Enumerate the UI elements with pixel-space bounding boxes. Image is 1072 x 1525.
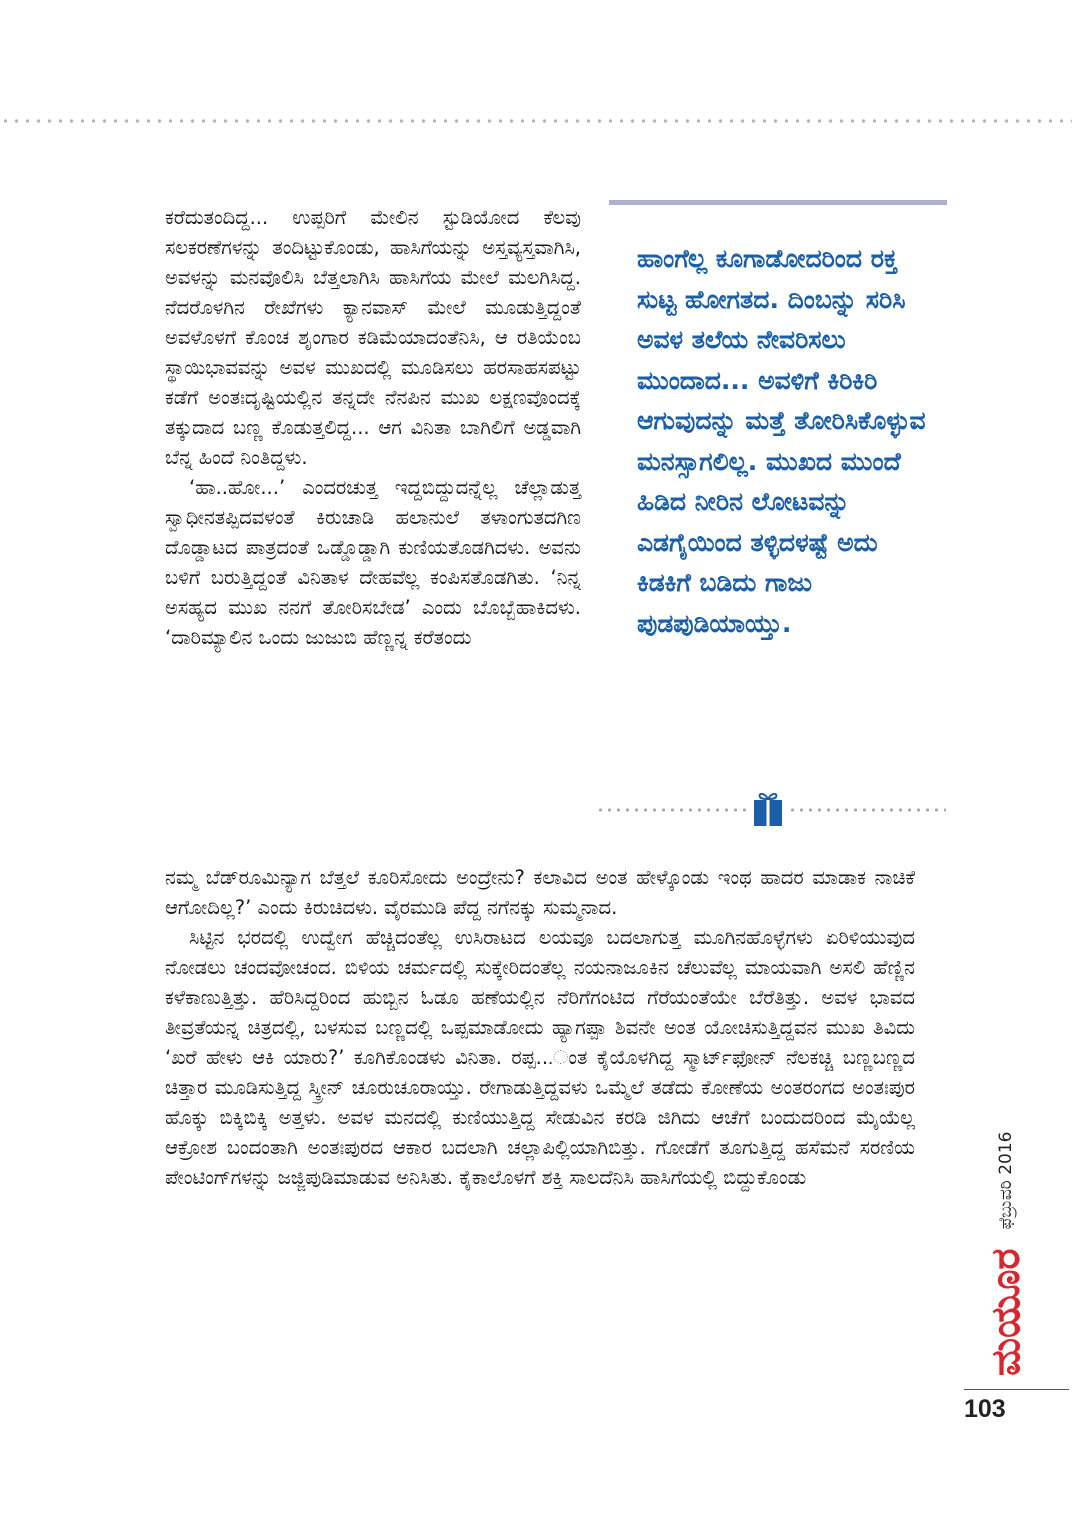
top-dotted-border (0, 118, 1072, 124)
paragraph: ಸಿಟ್ಟಿನ ಭರದಲ್ಲಿ ಉದ್ವೇಗ ಹೆಚ್ಚಿದಂತೆಲ್ಲ ಉಸಿರಾಟದ ಲಯವೂ ಬದಲಾಗುತ್ತ ಮೂಗಿನಹೊಳ್ಳೆಗಳು ಏರಿಳಿಯುವುದ ನೋಡಲು ಚಂದವೋಚಂದ. ಬಿಳಿಯ ಚರ್ಮದಲ್ಲಿ ಸುಕ್ಕೇರಿದಂತೆಲ್ಲ ನಯನಾಜೂಕಿನ ಚೆಲುವೆಲ್ಲ ಮಾಯವಾಗಿ ಅಸಲಿ ಹೆಣ್ಣಿನ ಕಳೆಕಾಣುತ್ತಿತ್ತು. ಹೆರಿಸಿದ್ದರಿಂದ ಹುಬ್ಬಿನ ಓಡೂ ಹಣೆಯಲ್ಲಿನ ನೆರಿಗೆಗಂಟಿದ ಗೆರೆಯಂತೆಯೇ ಬೆರೆತಿತ್ತು. ಅವಳ ಭಾವದ ತೀವ್ರತೆಯನ್ನ ಚಿತ್ರದಲ್ಲಿ, ಬಳಸುವ ಬಣ್ಣದಲ್ಲಿ ಒಪ್ಪಮಾಡೋದು ಹ್ಯಾಗಪ್ಪಾ ಶಿವನೇ ಅಂತ ಯೋಚಿಸುತ್ತಿದ್ದವನ ಮುಖ ತಿವಿದು ‘ಖರೆ ಹೇಳು ಆಕಿ ಯಾರು?’ ಕೂಗಿಕೊಂಡಳು ವಿನಿತಾ. ರಪ್ಪ...ಂತ ಕೈಯೊಳಗಿದ್ದ ಸ್ಮಾರ್ಟ್‌ಫೋನ್ ನೆಲಕಚ್ಚಿ ಬಣ್ಣಬಣ್ಣದ ಚಿತ್ತಾರ ಮೂಡಿಸುತ್ತಿದ್ದ ಸ್ಕ್ರೀನ್ ಚೂರುಚೂರಾಯ್ತು. ರೇಗಾಡುತ್ತಿದ್ದವಳು ಒಮ್ಮೆಲೆ ತಡೆದು ಕೋಣೆಯ ಅಂತರಂಗದ ಅಂತಃಪುರ ಹೊಕ್ಕು ಬಿಕ್ಕಿಬಿಕ್ಕಿ ಅತ್ತಳು. ಅವಳ ಮನದಲ್ಲಿ ಕುಣಿಯುತ್ತಿದ್ದ ಸೇಡುವಿನ ಕರಡಿ ಜಿಗಿದು ಆಚೆಗೆ ಬಂದುದರಿಂದ ಮೈಯೆಲ್ಲ ಆಕ್ರೋಶ ಬಂದಂತಾಗಿ ಅಂತಃಪುರದ ಆಕಾರ ಬದಲಾಗಿ ಚಲ್ಲಾಪಿಲ್ಲಿಯಾಗಿಬಿತ್ತು. ಗೋಡೆಗೆ ತೂಗುತ್ತಿದ್ದ ಹಸೆಮನೆ ಸರಣಿಯ ಪೇಂಟಿಂಗ್‌ಗಳನ್ನು ಜಜ್ಜಿಪುಡಿಮಾಡುವ ಅನಿಸಿತು. ಕೈಕಾಲೊಳಗೆ ಶಕ್ತಿ ಸಾಲದೆನಿಸಿ ಹಾಸಿಗೆಯಲ್ಲಿ ಬಿದ್ದುಕೊಂಡು (165, 926, 915, 1189)
pull-quote-text: ಹಾಂಗೆಲ್ಲ ಕೂಗಾಡೋದರಿಂದ ರಕ್ತ ಸುಟ್ಟ ಹೋಗತದ. ದಿಂಬನ್ನು ಸರಿಸಿ ಅವಳ ತಲೆಯ ನೇವರಿಸಲು ಮುಂದಾದ... ಅವಳಿಗೆ ಕಿರಿಕಿರಿ ಆಗುವುದನ್ನು ಮತ್ತೆ ತೋರಿಸಿಕೊಳ್ಳುವ ಮನಸ್ಸಾಗಲಿಲ್ಲ. ಮುಖದ ಮುಂದೆ ಹಿಡಿದ ನೀರಿನ ಲೋಟವನ್ನು ಎಡಗೈಯಿಂದ ತಳ್ಳಿದಳಷ್ಟೆ ಅದು ಕಿಡಕಿಗೆ ಬಡಿದು ಗಾಜು ಪುಡಪುಡಿಯಾಯ್ತು. (637, 244, 926, 638)
divider-dots-left (596, 807, 748, 813)
page-number-rule (964, 1389, 1069, 1390)
magazine-name: ಮಯೂರ (982, 1248, 1029, 1376)
divider-dots-right (788, 807, 946, 813)
issue-date: ಫೆಬ್ರುವರಿ 2016 (995, 1131, 1016, 1230)
paragraph: ‘ಹಾ..ಹೋ...’ ಎಂದರಚುತ್ತ ಇದ್ದಬಿದ್ದುದನ್ನೆಲ್ಲ ಚೆಲ್ಲಾಡುತ್ತ ಸ್ವಾಧೀನತಪ್ಪಿದವಳಂತೆ ಕಿರುಚಾಡಿ ಹಲಾನುಲೆ ತಳಾಂಗುತದಗಿಣ ದೊಡ್ಡಾಟದ ಪಾತ್ರದಂತೆ ಒಡ್ಡೊಡ್ಡಾಗಿ ಕುಣಿಯತೊಡಗಿದಳು. ಅವನು ಬಳಿಗೆ ಬರುತ್ತಿದ್ದಂತೆ ವಿನಿತಾಳ ದೇಹವೆಲ್ಲ ಕಂಪಿಸತೊಡಗಿತು. ‘ನಿನ್ನ ಅಸಹ್ಯದ ಮುಖ ನನಗೆ ತೋರಿಸಬೇಡ’ ಎಂದು ಬೊಬ್ಬೆಹಾಕಿದಳು. ‘ದಾರಿಮ್ಯಾಲಿನ ಒಂದು ಜುಜುಬಿ ಹೆಣ್ಣನ್ನ ಕರೆತಂದು (165, 476, 581, 649)
pull-quote-rule (609, 200, 947, 205)
page-number: 103 (964, 1395, 1006, 1423)
full-width-text (165, 863, 915, 1193)
pull-quote-box (609, 200, 947, 644)
left-column (165, 203, 581, 653)
paragraph: ನಮ್ಮ ಬೆಡ್‌ರೂಮಿನ್ಯಾಗ ಬೆತ್ತಲೆ ಕೂರಿಸೋದು ಅಂದ್ರೇನು? ಕಲಾವಿದ ಅಂತ ಹೇಳ್ಕೊಂಡು ಇಂಥ ಹಾದರ ಮಾಡಾಕ ನಾಚಿಕೆ ಆಗೋದಿಲ್ಲ?’ ಎಂದು ಕಿರುಚಿದಳು. ವೈರಮುಡಿ ಪೆದ್ದ ನಗೆನಕ್ಕು ಸುಮ್ಮನಾದ. (165, 866, 915, 919)
pull-quote (609, 239, 947, 644)
gift-icon (752, 791, 784, 827)
paragraph: ಕರೆದುತಂದಿದ್ದ... ಉಪ್ಪರಿಗೆ ಮೇಲಿನ ಸ್ಟುಡಿಯೋದ ಕೆಲವು ಸಲಕರಣೆಗಳನ್ನು ತಂದಿಟ್ಟುಕೊಂಡು, ಹಾಸಿಗೆಯನ್ನು ಅಸ್ತವ್ಯಸ್ತವಾಗಿಸಿ, ಅವಳನ್ನು ಮನವೊಲಿಸಿ ಬೆತ್ತಲಾಗಿಸಿ ಹಾಸಿಗೆಯ ಮೇಲೆ ಮಲಗಿಸಿದ್ದ. ನೆದರೊಳಗಿನ ರೇಖೆಗಳು ಕ್ಯಾನವಾಸ್ ಮೇಲೆ ಮೂಡುತ್ತಿದ್ದಂತೆ ಅವಳೊಳಗೆ ಕೊಂಚ ಶೃಂಗಾರ ಕಡಿಮೆಯಾದಂತೆನಿಸಿ, ಆ ರತಿಯೆಂಬ ಸ್ಥಾಯಿಭಾವವನ್ನು ಅವಳ ಮುಖದಲ್ಲಿ ಮೂಡಿಸಲು ಹರಸಾಹಸಪಟ್ಟು ಕಡೆಗೆ ಅಂತಃದೃಷ್ಟಿಯಲ್ಲಿನ ತನ್ನದೇ ನೆನಪಿನ ಮುಖ ಲಕ್ಷಣವೊಂದಕ್ಕೆ ತಕ್ಕುದಾದ ಬಣ್ಣ ಕೊಡುತ್ತಲಿದ್ದ... ಆಗ ವಿನಿತಾ ಬಾಗಿಲಿಗೆ ಅಡ್ಡವಾಗಿ ಬೆನ್ನ ಹಿಂದೆ ನಿಂತಿದ್ದಳು. (165, 206, 581, 469)
section-divider (596, 791, 946, 829)
